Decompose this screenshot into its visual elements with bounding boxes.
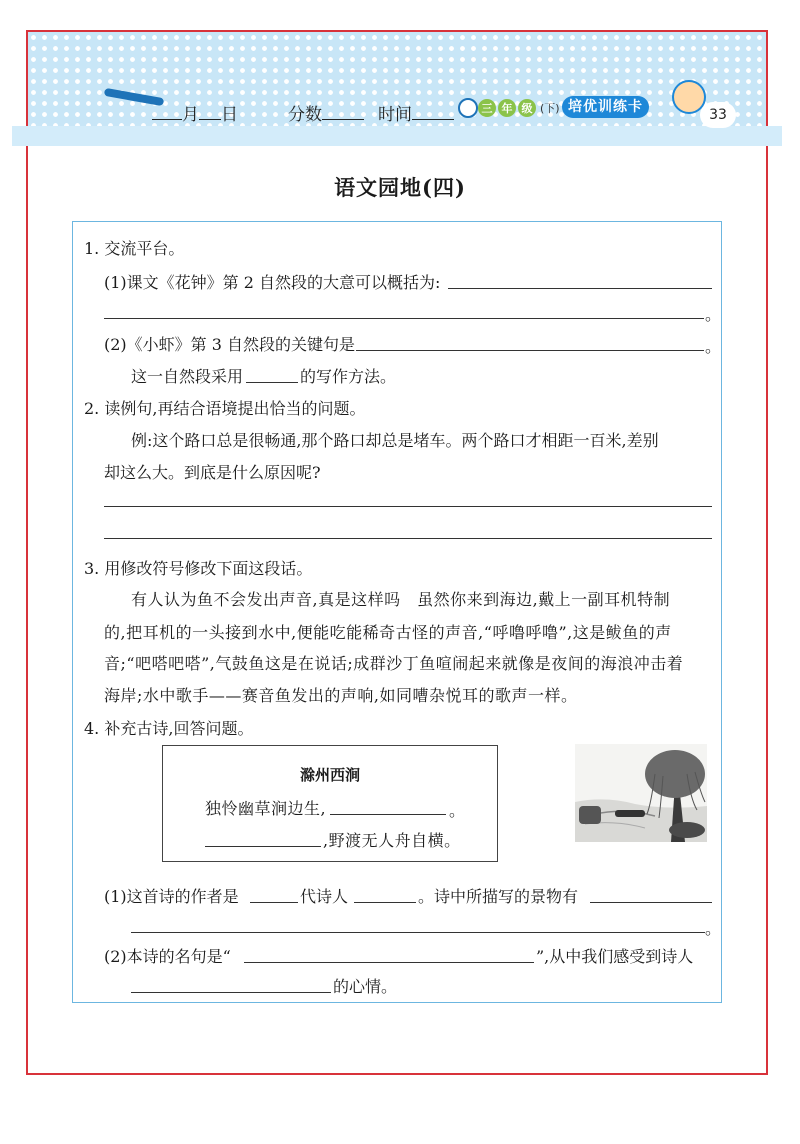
q1-part3-blank[interactable] — [246, 382, 298, 383]
q2-heading: 2. 读例句,再结合语境提出恰当的问题。 — [84, 399, 366, 418]
q4-answer-1-end: 。 — [705, 919, 722, 938]
poem-line-2: ,野渡无人舟自横。 — [323, 831, 461, 850]
q4-feeling-blank[interactable] — [131, 992, 331, 993]
q4-scenery-blank-2[interactable] — [131, 932, 705, 933]
q4-dynasty-blank[interactable] — [250, 902, 298, 903]
q1-part2-blank[interactable] — [356, 350, 704, 351]
q1-heading: 1. 交流平台。 — [84, 239, 185, 258]
time-blank[interactable] — [412, 119, 454, 120]
q1-part1-blank-2[interactable] — [104, 318, 704, 319]
q1-part1: (1)课文《花钟》第 2 自然段的大意可以概括为: — [104, 273, 441, 292]
poem-line-1-blank[interactable] — [330, 814, 446, 815]
page-number: 33 — [700, 102, 736, 128]
q2-answer-line-1[interactable] — [104, 506, 712, 507]
day-label: 日 — [221, 105, 238, 125]
q4-famous-line-blank[interactable] — [244, 962, 534, 963]
time-label: 时间 — [378, 105, 412, 125]
q4-heading: 4. 补充古诗,回答问题。 — [84, 719, 254, 738]
day-blank[interactable] — [199, 119, 221, 120]
poem-line-2-blank[interactable] — [205, 846, 321, 847]
q3-text-line: 的,把耳机的一头接到水中,便能吃能稀奇古怪的声音,“呼噜呼噜”,这是鲅鱼的声 — [104, 623, 672, 642]
score-label: 分数 — [288, 105, 322, 125]
grade-char: 年 — [498, 99, 516, 117]
score-blank[interactable] — [322, 119, 364, 120]
clock-icon — [458, 98, 478, 118]
q4-answer-2-end: 的心情。 — [333, 977, 398, 996]
grade-term: (下) — [540, 102, 560, 115]
q3-heading: 3. 用修改符号修改下面这段话。 — [84, 559, 313, 578]
q4-poet-blank[interactable] — [354, 902, 416, 903]
q2-answer-line-2[interactable] — [104, 538, 712, 539]
q4-answer-2-pre: (2)本诗的名句是“ — [104, 947, 231, 966]
q1-part3-post: 的写作方法。 — [300, 367, 397, 386]
q1-part1-blank[interactable] — [448, 288, 712, 289]
q3-text-line: 有人认为鱼不会发出声音,真是这样吗 虽然你来到海边,戴上一副耳机特制 — [131, 590, 671, 609]
poem-line-1: 独怜幽草涧边生, — [205, 799, 327, 818]
q1-part2: (2)《小虾》第 3 自然段的关键句是 — [104, 335, 356, 354]
q4-answer-1-mid2: 。诗中所描写的景物有 — [418, 887, 579, 906]
q1-part3-pre: 这一自然段采用 — [131, 367, 244, 386]
month-blank[interactable] — [152, 119, 182, 120]
q4-scenery-blank[interactable] — [590, 902, 712, 903]
q2-example-2: 却这么大。到底是什么原因呢? — [104, 463, 321, 482]
poem-title: 滁州西涧 — [299, 766, 360, 784]
q3-text-line: 音;“吧嗒吧嗒”,气鼓鱼这是在说话;成群沙丁鱼喧闹起来就像是夜间的海浪冲击着 — [104, 654, 684, 673]
q4-answer-2-post: ”,从中我们感受到诗人 — [536, 947, 694, 966]
grade-char: 级 — [518, 99, 536, 117]
q4-answer-1-pre: (1)这首诗的作者是 — [104, 887, 239, 906]
q2-example-1: 例:这个路口总是很畅通,那个路口却总是堵车。两个路口才相距一百米,差别 — [131, 431, 659, 450]
q4-answer-1-mid: 代诗人 — [300, 887, 349, 906]
q1-part1-end: 。 — [705, 305, 722, 324]
series-title: 培优训练卡 — [562, 96, 649, 118]
q3-text-line: 海岸;水中歌手——赛音鱼发出的声响,如同嘈杂悦耳的歌声一样。 — [104, 686, 578, 705]
grade-badge — [478, 98, 560, 118]
header-band-bottom — [12, 126, 782, 146]
date-field — [152, 100, 238, 125]
grade-char: 三 — [478, 99, 496, 117]
page-title: 语文园地(四) — [334, 175, 466, 200]
score-field — [288, 100, 364, 125]
poem-line-1-end: 。 — [449, 801, 466, 820]
month-label: 月 — [182, 105, 199, 125]
time-field — [378, 100, 454, 125]
q1-part2-end: 。 — [705, 337, 722, 356]
landscape-illustration — [575, 744, 707, 842]
